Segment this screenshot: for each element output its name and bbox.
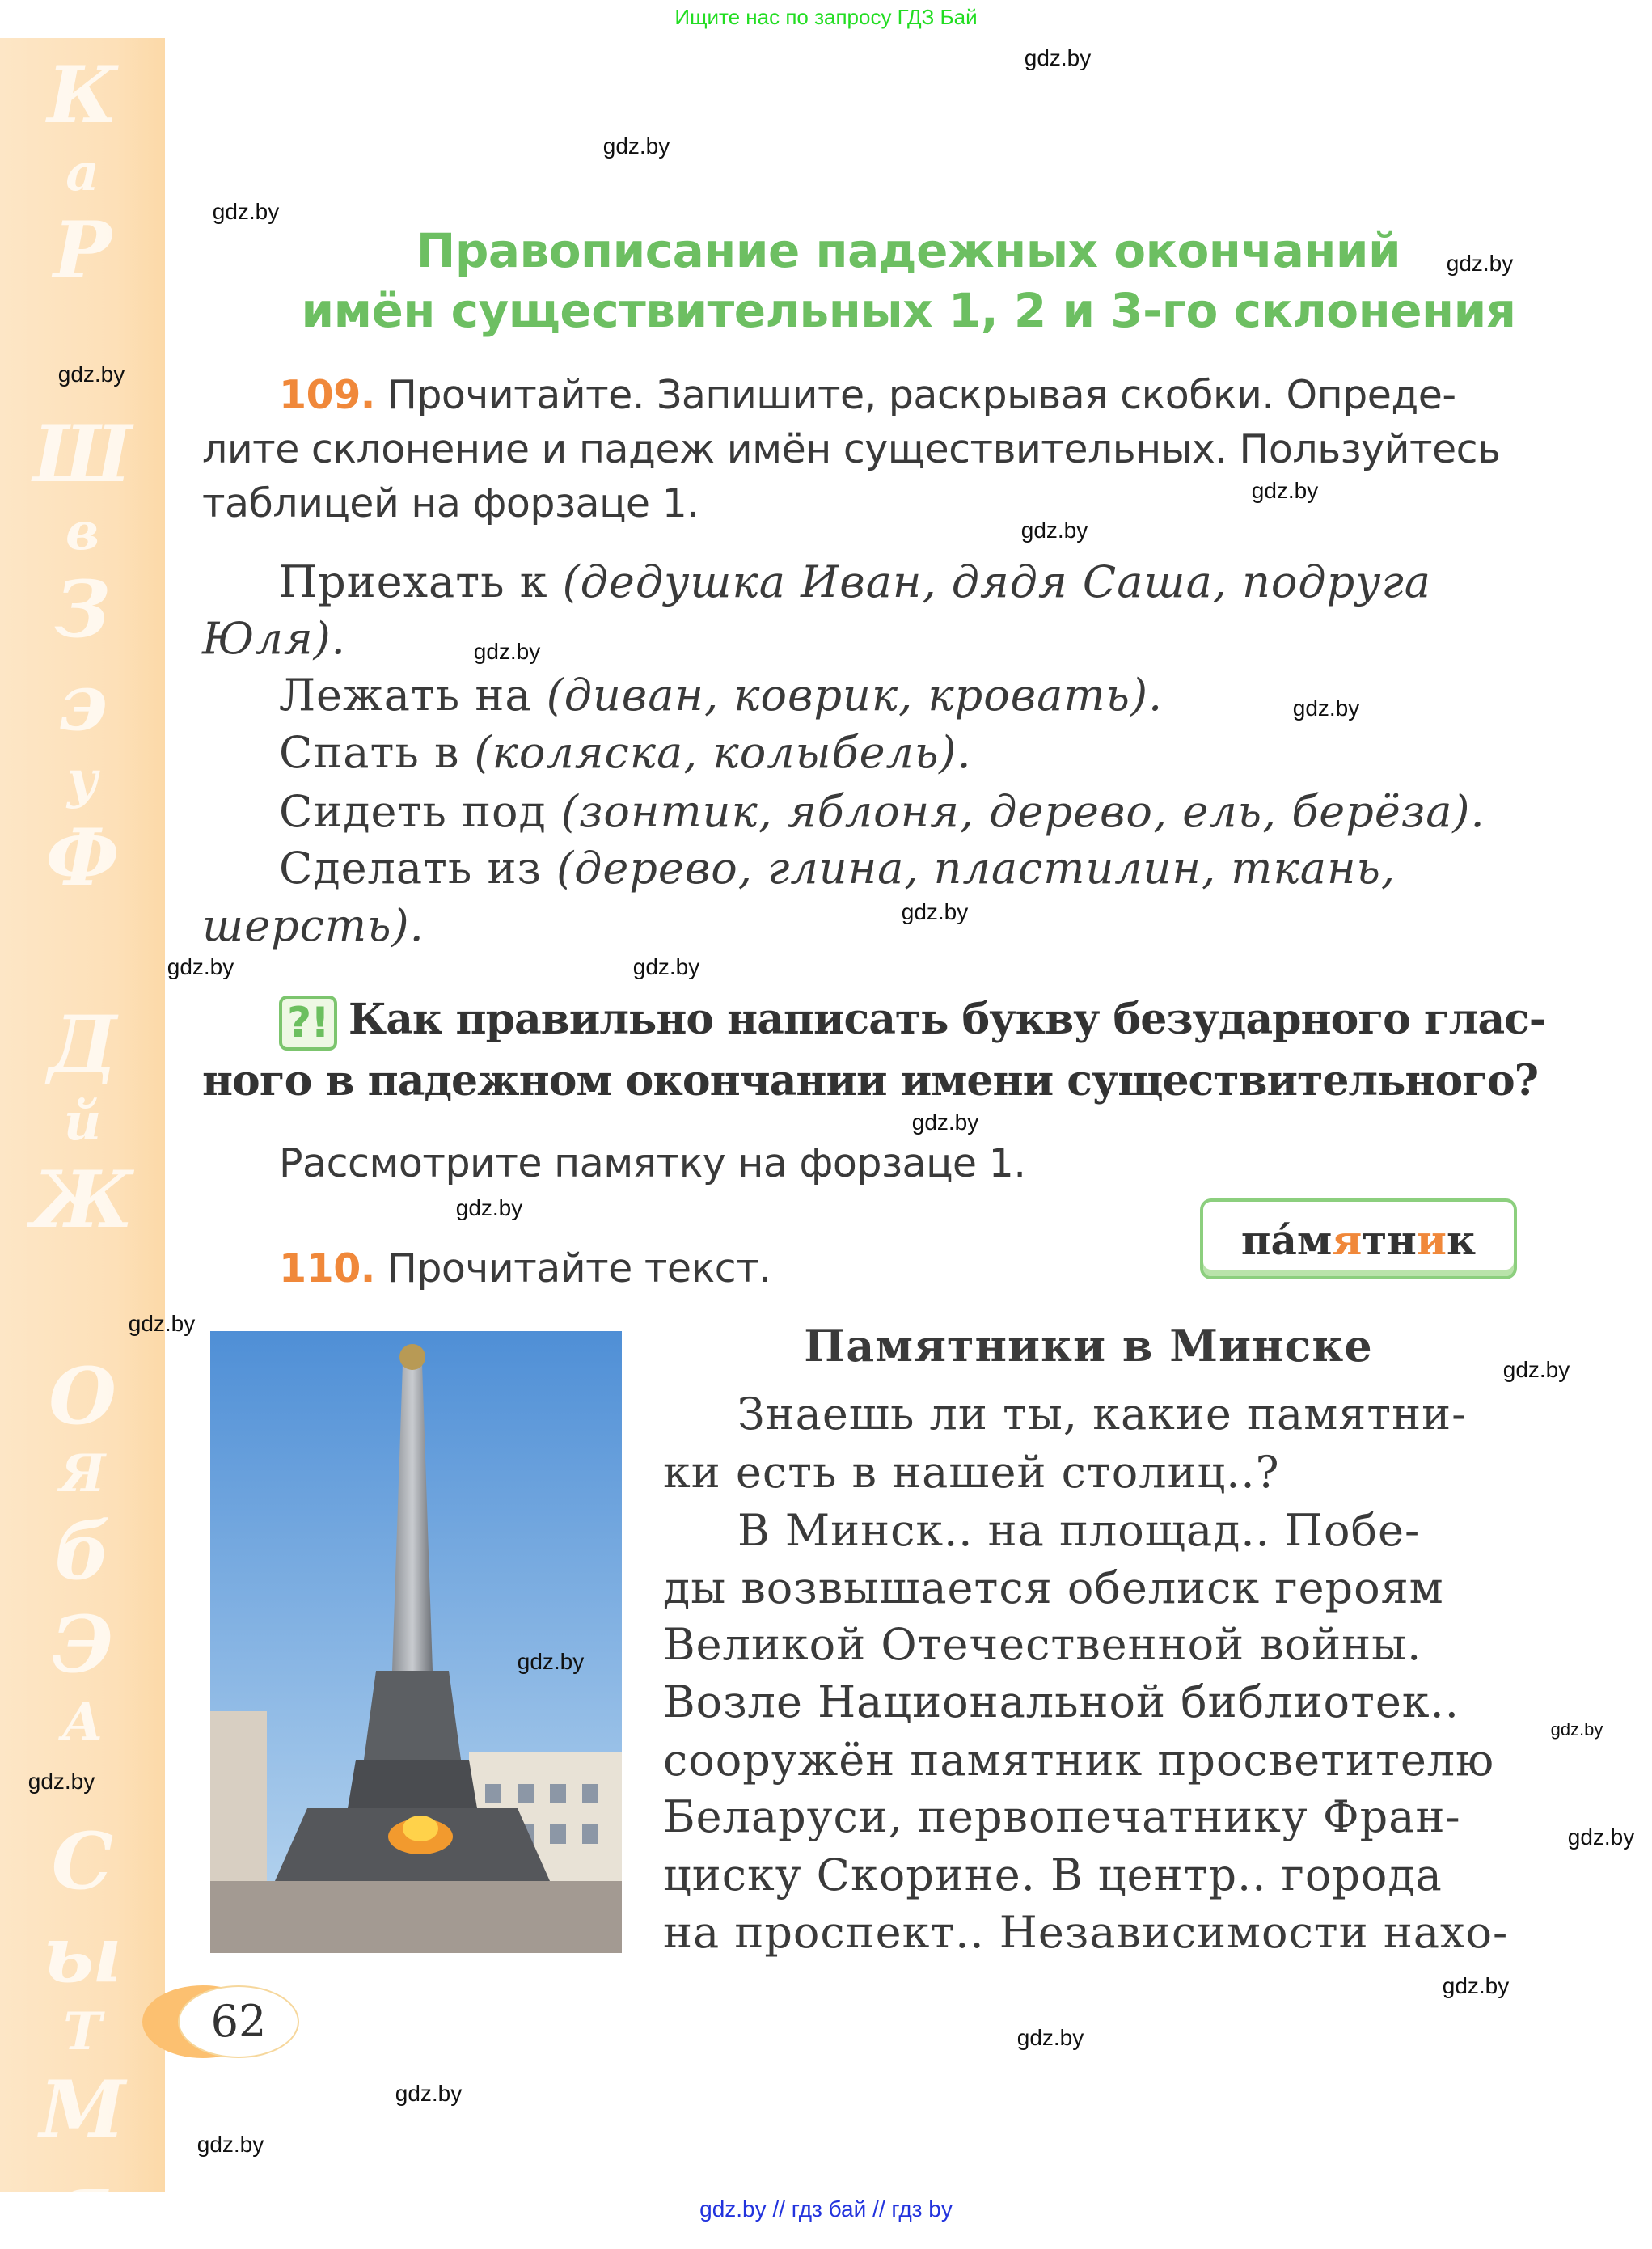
decorative-letter: Я	[59, 1444, 106, 1504]
watermark: gdz.by	[911, 1110, 979, 1135]
watermark: gdz.by	[1442, 1973, 1510, 1998]
decorative-alphabet	[0, 0, 165, 2248]
watermark: gdz.by	[395, 2081, 463, 2106]
decorative-letter: Ш	[33, 408, 132, 500]
watermark: gdz.by	[212, 199, 280, 224]
lesson-title-line1: Правописание падежных окончаний	[416, 223, 1401, 278]
watermark: gdz.by	[1567, 1824, 1635, 1850]
story-line: ки есть в нашей столиц..?	[663, 1447, 1280, 1498]
story-line: Великой Отечественной войны.	[663, 1619, 1422, 1670]
watermark: gdz.by	[128, 1311, 196, 1336]
story-line: Возле Национальной библиотек..	[663, 1676, 1460, 1727]
story-line: В Минск.. на площад.. Побе-	[737, 1505, 1421, 1556]
question-badge-icon: ?!	[279, 996, 337, 1051]
watermark: gdz.by	[27, 1769, 95, 1794]
watermark: gdz.by	[1016, 2025, 1084, 2050]
watermark: gdz.by	[901, 899, 969, 924]
watermark: gdz.by	[196, 2132, 264, 2157]
story-line: ды возвышается обелиск героям	[663, 1562, 1444, 1613]
decorative-letter: Т	[63, 2002, 102, 2062]
phrase-item: Сидеть под (зонтик, яблоня, дерево, ель, берёза).	[279, 786, 1485, 837]
decorative-letter: З	[54, 564, 111, 655]
phrase-item: шерсть).	[202, 900, 425, 951]
top-banner-link[interactable]: Ищите нас по запросу ГДЗ Бай	[674, 5, 978, 29]
page-number-badge	[142, 1985, 299, 2058]
watermark: gdz.by	[57, 361, 125, 387]
decorative-letter: э	[57, 657, 108, 748]
phrase-item: Сделать из (дерево, глина, пластилин, ткань,	[279, 843, 1396, 894]
phrase-item: Спать в (коляска, колыбель).	[279, 727, 972, 778]
exercise-109-line1	[279, 372, 1456, 418]
phrase-item: Приехать к (дедушка Иван, дядя Саша, подруга	[279, 556, 1431, 607]
decorative-letter: у	[66, 750, 99, 810]
memo-word-card: па́мятник	[1200, 1198, 1517, 1279]
watermark: gdz.by	[1550, 1719, 1603, 1740]
exercise-109-line2: лите склонение и падеж имён существительных. Пользуйтесь	[202, 426, 1501, 472]
watermark: gdz.by	[1020, 518, 1088, 543]
decorative-letter: а	[65, 142, 99, 203]
decorative-letter: Ж	[32, 1154, 133, 1245]
watermark: gdz.by	[1446, 251, 1514, 276]
watermark: gdz.by	[632, 954, 700, 979]
exercise-number: 110.	[279, 1245, 375, 1291]
lesson-title-line2: имён существительных 1, 2 и 3-го склонения	[301, 283, 1516, 338]
watermark: gdz.by	[1502, 1357, 1570, 1382]
decorative-letter: М	[39, 2064, 126, 2155]
story-line: на проспект.. Независимости нахо-	[663, 1907, 1509, 1958]
instruction-text: Прочитайте. Запишите, раскрывая скобки. Опреде-	[387, 372, 1456, 418]
decorative-letter: ы	[43, 1909, 122, 2000]
story-title: Памятники в Минске	[804, 1320, 1373, 1372]
bottom-links[interactable]: gdz.by // гдз бай // гдз by	[699, 2196, 953, 2222]
watermark: gdz.by	[455, 1195, 523, 1220]
story-line: циску Скорине. В центр.. города	[663, 1850, 1443, 1900]
watermark: gdz.by	[517, 1649, 585, 1674]
exercise-number: 109.	[279, 372, 375, 418]
question-line1: ?! Как правильно написать букву безударного глас-	[279, 995, 1545, 1051]
decorative-letter: Р	[53, 205, 112, 296]
decorative-letter: О	[49, 1351, 116, 1442]
page-number: 62	[178, 1985, 299, 2058]
watermark: gdz.by	[602, 133, 670, 159]
question-line2: ного в падежном окончании имени существительного?	[202, 1056, 1539, 1105]
phrase-item: Лежать на (диван, коврик, кровать).	[279, 670, 1164, 721]
decorative-letter: в	[65, 501, 100, 562]
decorative-letter: й	[63, 1092, 102, 1152]
watermark: gdz.by	[167, 954, 234, 979]
question-hint: Рассмотрите памятку на форзаце 1.	[279, 1140, 1026, 1186]
story-line: Беларуси, первопечатнику Фран-	[663, 1791, 1461, 1842]
decorative-letter: Ф	[45, 812, 120, 903]
decorative-letter: С	[51, 1816, 114, 1907]
decorative-letter: Д	[48, 999, 117, 1090]
story-line: Знаешь ли ты, какие памятни-	[737, 1389, 1468, 1439]
story-line: сооружён памятник просветителю	[663, 1735, 1495, 1786]
exercise-109-line3: таблицей на форзаце 1.	[202, 480, 699, 526]
watermark: gdz.by	[1292, 695, 1360, 721]
decorative-letter: А	[61, 1692, 104, 1752]
decorative-letter: б	[54, 1506, 111, 1597]
phrase-item: Юля).	[202, 613, 346, 664]
watermark: gdz.by	[473, 639, 541, 664]
exercise-110-heading: 110. Прочитайте текст.	[279, 1245, 771, 1291]
victory-monument-photo	[210, 1331, 622, 1953]
decorative-letter: К	[47, 49, 118, 141]
decorative-letter: я	[51, 2157, 114, 2248]
watermark: gdz.by	[1024, 45, 1092, 70]
decorative-letter: Э	[51, 1599, 114, 1690]
watermark: gdz.by	[1251, 478, 1319, 503]
